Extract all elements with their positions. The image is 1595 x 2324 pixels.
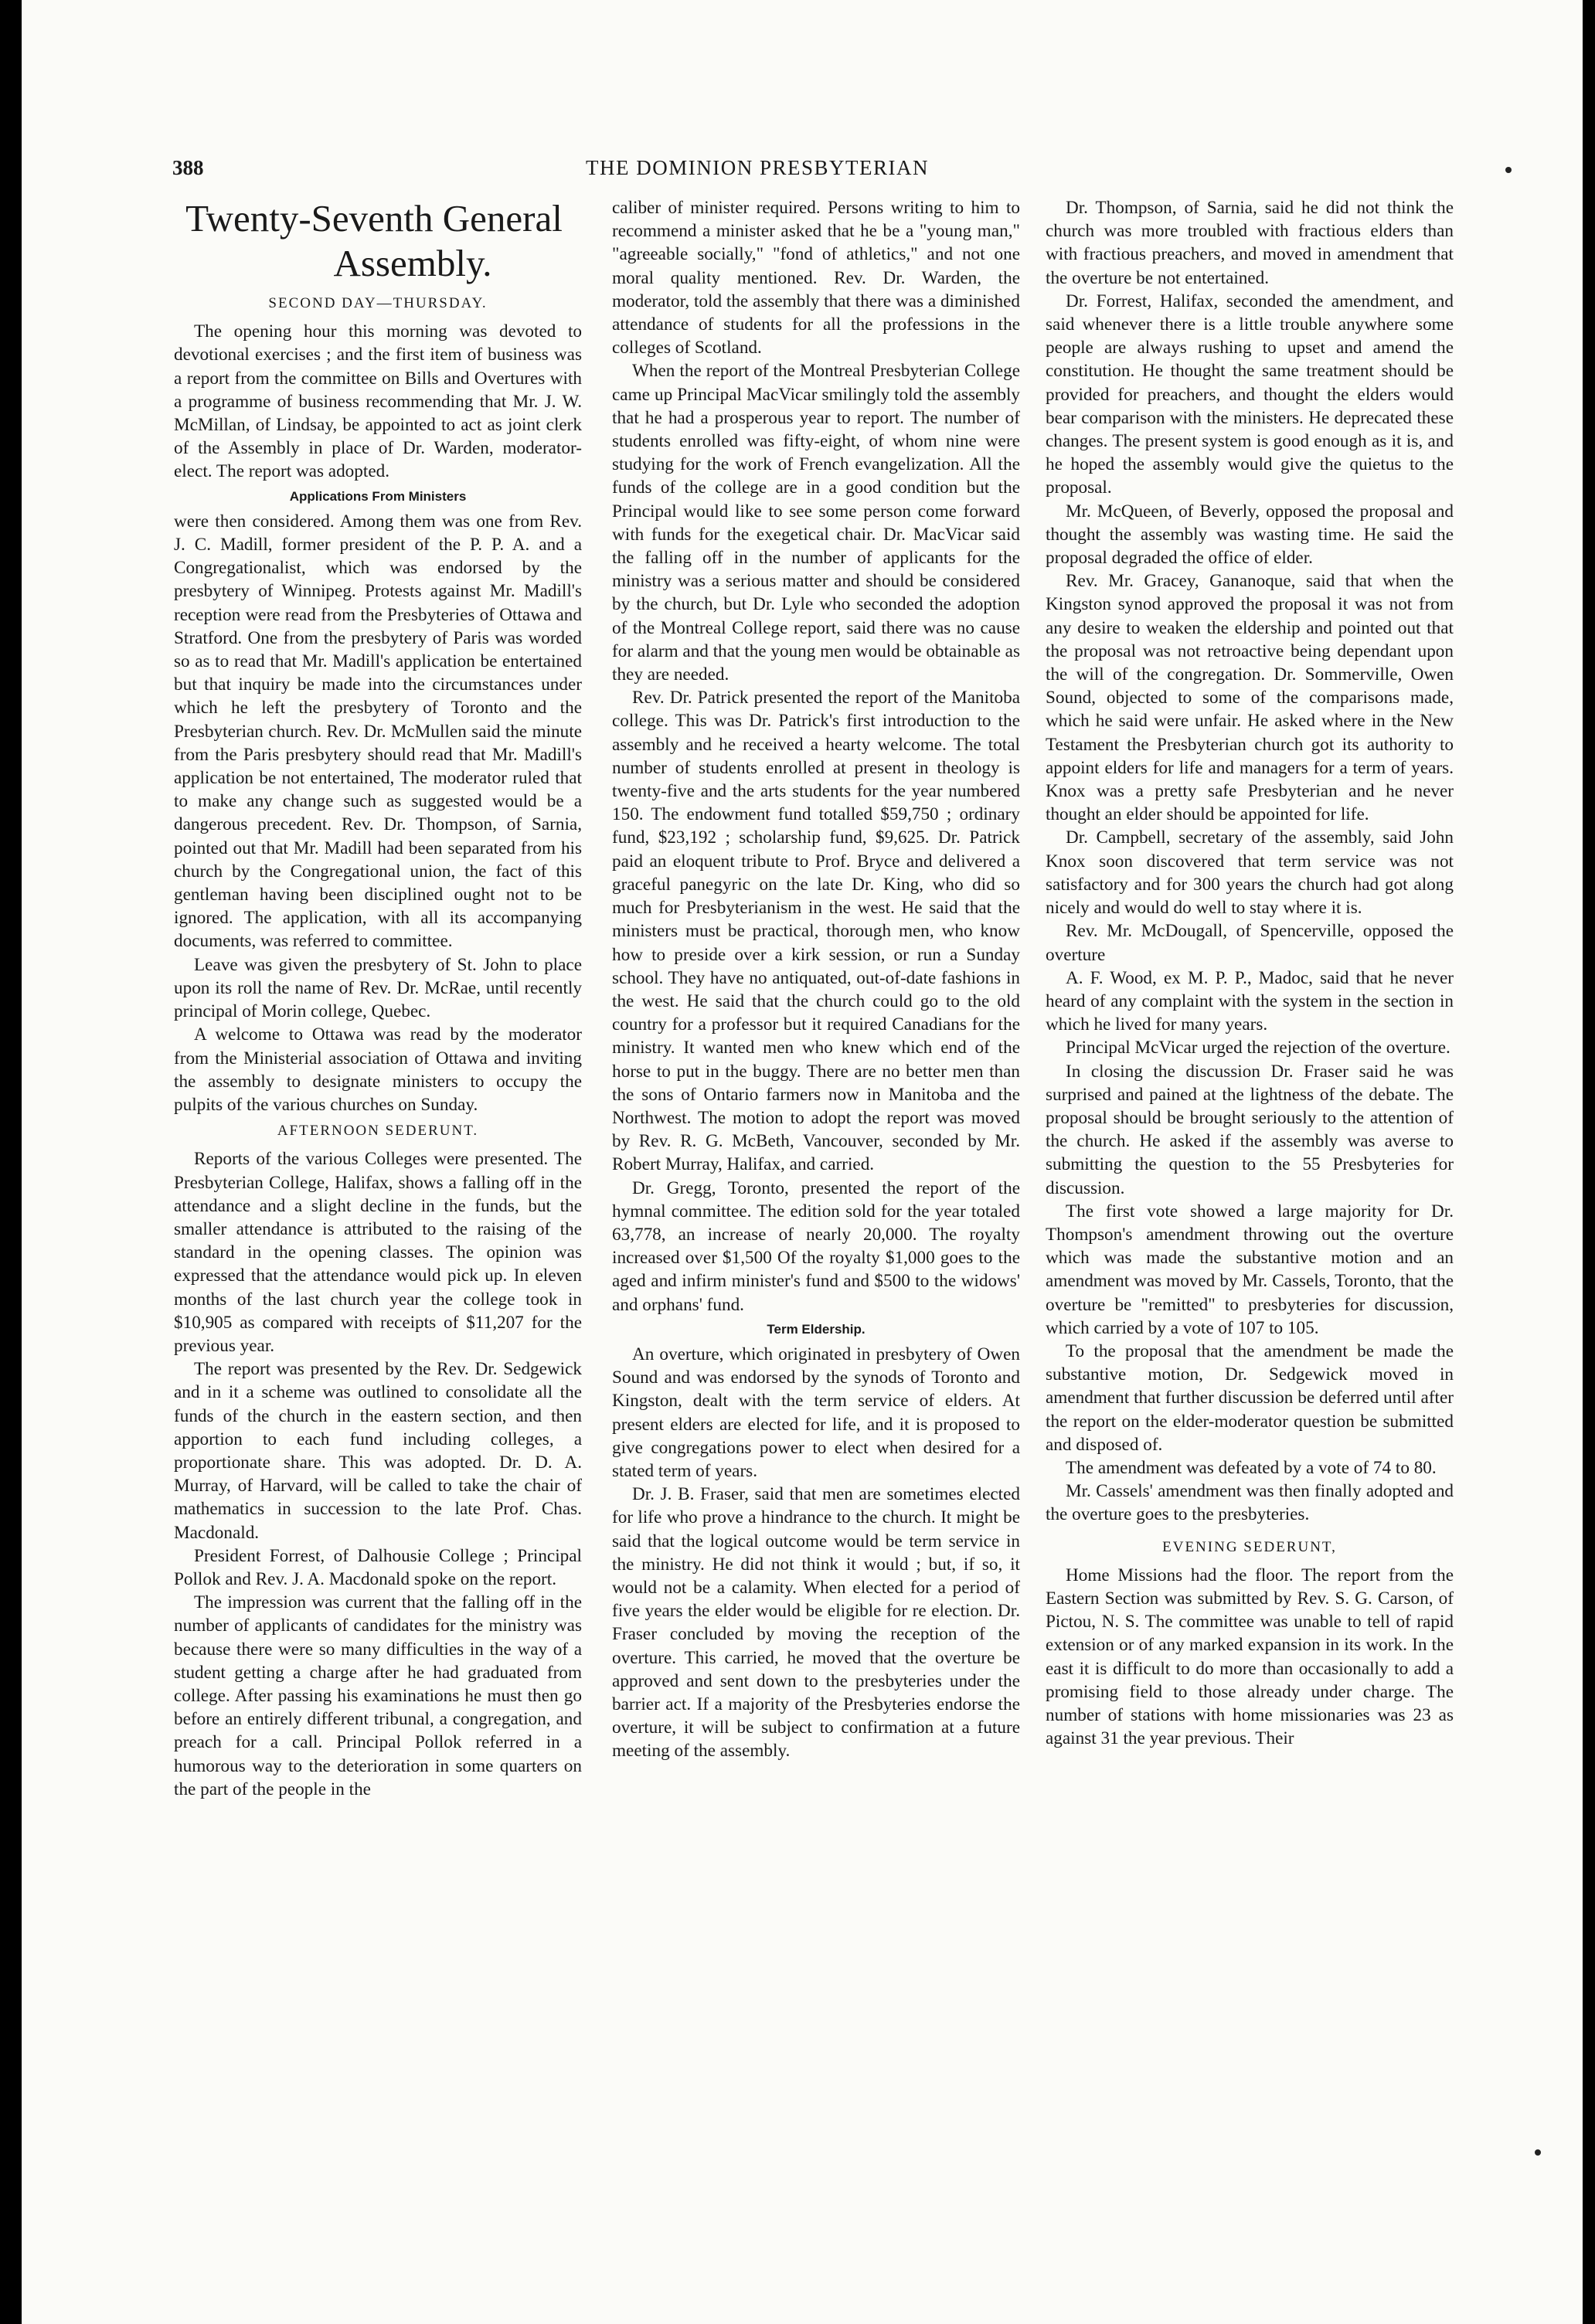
paragraph-fraser: Dr. J. B. Fraser, said that men are sometimes elected for life who prove a hindrance to the church. It might be said that the logical outcome would be term service in the ministry. He did not think it would ; but, if so, it would not be a calamity. When elected for a period of five years the elder would be eligible for re election. Dr. Fraser concluded by moving the reception of the overture. This carried, he moved that the overture be approved and sent down to the presbyteries under the barrier act. If a majority of the Presbyteries endorse the overture, it will be subject to confirmation at a future meeting of the assembly. xyxy=(612,1484,1020,1762)
column-3 xyxy=(1046,196,1454,1750)
running-head: THE DOMINION PRESBYTERIAN xyxy=(586,156,929,179)
margin-dot-mark xyxy=(1505,167,1512,173)
paragraph-home-missions: Home Missions had the floor. The report from the Eastern Section was submitted by Rev. S. G. Carson, of Pictou, N. S. The committee was unable to tell of rapid extension or of any marked expansion in its work. In the east it is difficult to do more than occasionally to add a promising field to those already under charge. The number of stations with home missionaries was 23 as against 31 the year previous. Their xyxy=(1046,1565,1454,1749)
paragraph-patrick: Rev. Dr. Patrick presented the report of the Manitoba college. This was Dr. Patrick's first introduction to the assembly and he received a hearty welcome. The total number of students enrolled at present in theology is twenty-five and the arts students for the year numbered 150. The endowment fund totalled $59,750 ; ordinary fund, $23,192 ; scholarship fund, $9,625. Dr. Patrick paid an eloquent tribute to Prof. Bryce and delivered a graceful panegyric on the late Dr. King, who did so much for Presbyterianism in the west. He said that the ministers must be practical, thorough men, who know how to preside over a kirk session, or run a Sunday school. They have no antiquated, out-of-date fashions in the west. He said that the church could go to the old country for a professor but it required Canadians for the ministry. It wanted men who knew which end of the horse to put in the buggy. There are no better men than the sons of Ontario farmers now in Manitoba and the Northwest. The motion to adopt the report was moved by Rev. R. G. McBeth, Vancouver, seconded by Mr. Robert Murray, Halifax, and carried. xyxy=(612,688,1020,1175)
section-heading-evening: EVENING SEDERUNT, xyxy=(1162,1538,1337,1555)
section-heading-second-day: SECOND DAY—THURSDAY. xyxy=(268,295,488,311)
paragraph-defeated: The amendment was defeated by a vote of 74 to 80. xyxy=(1066,1457,1437,1478)
paragraph-opening: The opening hour this morning was devoted to devotional exercises ; and the first item of business was a report from the committee on Bills and Overtures with a programme of business recommending that Mr. J. W. McMillan, of Lindsay, be appointed to act as joint clerk of the Assembly in place of Dr. Warden, moderator-elect. The report was adopted. xyxy=(174,321,582,482)
paragraph-overture: An overture, which originated in presbytery of Owen Sound and was endorsed by the synods of Toronto and Kingston, dealt with the term service of elders. At present elders are elected for life, and it is proposed to give congregations power to elect when desired for a stated term of years. xyxy=(612,1344,1020,1481)
paragraph-president: President Forrest, of Dalhousie College ; Principal Pollok and Rev. J. A. Macdonald spoke on the report. xyxy=(174,1545,582,1589)
paragraph-impression: The impression was current that the falling off in the number of applicants of candidates for the ministry was because there were so many difficulties in the way of a student getting a charge after he had graduated from college. After passing his examinations he must then go before an entirely different tribunal, a congregation, and preach for a call. Principal Pollok referred in a humorous way to the deterioration in some quarters on the part of the people in the xyxy=(174,1592,582,1799)
paragraph-proposal: To the proposal that the amendment be made the substantive motion, Dr. Sedgewick moved in amendment that further discussion be deferred until after the report on the elder-moderator question be submitted and disposed of. xyxy=(1046,1340,1454,1455)
column-2 xyxy=(612,196,1020,1763)
paragraph-presented: The report was presented by the Rev. Dr. Sedgewick and in it a scheme was outlined to consolidate all the funds of the church in the eastern section, and then apportion to each fund including colleges, a proportionate share. This was adopted. Dr. D. A. Murray, of Harvard, will be called to take the chair of mathematics in succession to the late Prof. Chas. Macdonald. xyxy=(174,1359,582,1543)
section-heading-term-eldership: Term Eldership. xyxy=(767,1321,866,1337)
paragraph-welcome: A welcome to Ottawa was read by the moderator from the Ministerial association of Ottawa and inviting the assembly to designate ministers to occupy the pulpits of the various churches on Sunday. xyxy=(174,1024,582,1115)
paragraph-mcdougall: Rev. Mr. McDougall, of Spencerville, opposed the overture xyxy=(1046,921,1454,965)
paragraph-gregg: Dr. Gregg, Toronto, presented the report of the hymnal committee. The edition sold for the year totaled 63,778, an increase of nearly 20,000. The royalty increased over $1,500 Of the royalty $1,000 goes to the aged and infirm minister's fund and $500 to the widows' and orphans' fund. xyxy=(612,1177,1020,1315)
paragraph-mcvicar: Principal McVicar urged the rejection of the overture. xyxy=(1066,1038,1450,1058)
paragraph-forrest: Dr. Forrest, Halifax, seconded the amendment, and said whenever there is a little trouble anywhere some people are always rushing to upset and amend the constitution. He thought the same treatment should be provided for preachers, and thought the elders would bear comparison with the ministers. He deprecated these changes. The present system is good enough as it is, and he hoped the assembly would give the quietus to the proposal. xyxy=(1046,290,1454,498)
article-title-line-2: Assembly. xyxy=(333,242,492,284)
section-heading-applications: Applications From Ministers xyxy=(289,488,467,504)
margin-dot-mark xyxy=(1535,2149,1541,2156)
article-title xyxy=(174,196,582,286)
page-number: 388 xyxy=(172,156,204,179)
paragraph-montreal: When the report of the Montreal Presbyterian College came up Principal MacVicar smilingly told the assembly that he had a prosperous year to report. The number of students enrolled was fifty-eight, of whom nine were studying for the work of French evangelization. All the funds of the college are in a good condition but the Principal would like to see some person come forward with funds for the exegetical chair. Dr. MacVicar said the falling off in the number of applicants for the ministry was a serious matter and should be considered by the church, but Dr. Lyle who seconded the adoption of the Montreal College report, said there was no cause for alarm and that the young men would be obtainable as they are needed. xyxy=(612,361,1021,685)
paragraph-campbell: Dr. Campbell, secretary of the assembly, said John Knox soon discovered that term service was not satisfactory and for 300 years the church had got along nicely and would do well to stay where it is. xyxy=(1046,827,1454,919)
section-heading-afternoon: AFTERNOON SEDERUNT. xyxy=(277,1123,479,1140)
paragraph-cassels: Mr. Cassels' amendment was then finally adopted and the overture goes to the presbyteries. xyxy=(1046,1481,1454,1525)
article-title-line-1: Twenty-Seventh General xyxy=(185,197,563,240)
paragraph-wood: A. F. Wood, ex M. P. P., Madoc, said that he never heard of any complaint with the system in the section in which he lived for many years. xyxy=(1046,967,1454,1035)
paragraph-applications: were then considered. Among them was one from Rev. J. C. Madill, former president of the P. P. A. and a Congregationalist, which was endorsed by the presbytery of Winnipeg. Protests against Mr. Madill's reception were read from the Presbyteries of Ottawa and Stratford. One from the presbytery of Paris was worded so as to read that Mr. Madill's application be entertained but that inquiry be made into the circumstances under which he left the presbytery of Toronto and the Presbyterian church. Rev. Dr. McMullen said the minute from the Paris presbytery should read that Mr. Madill's application be not entertained, The moderator ruled that to make any change such as suggested would be a dangerous precedent. Rev. Dr. Thompson, of Sarnia, pointed out that Mr. Madill had been separated from his church by the Congregational union, the fact of this gentleman having been disciplined ought not to be ignored. The application, with all its accompanying documents, was referred to committee. xyxy=(174,511,582,952)
paragraph-first-vote: The first vote showed a large majority for Dr. Thompson's amendment throwing out the overture which was made the substantive motion and an amendment was moved by Mr. Cassels, Toronto, that the overture be "remitted" to presbyteries for discussion, which carried by a vote of 107 to 105. xyxy=(1046,1201,1454,1338)
paragraph-mcqueen: Mr. McQueen, of Beverly, opposed the proposal and thought the assembly was wasting time. He said the proposal degraded the office of elder. xyxy=(1046,501,1454,569)
page-header xyxy=(22,156,1583,190)
paragraph-thompson: Dr. Thompson, of Sarnia, said he did not think the church was more troubled with fractious elders than with fractious preachers, and moved in amendment that the overture be not entertained. xyxy=(1046,198,1454,288)
paragraph-gracey: Rev. Mr. Gracey, Gananoque, said that when the Kingston synod approved the proposal it was not from any desire to weaken the eldership and pointed out that the proposal was not retroactive being dependant upon the will of the congregation. Dr. Sommerville, Owen Sound, objected to some of the comparisons made, which he said were unfair. He asked where in the New Testament the Presbyterian church got its authority to appoint elders for life and managers for a term of years. Knox was a pretty safe Presbyterian and he never thought an elder should be appointed for life. xyxy=(1046,571,1454,825)
column-1 xyxy=(174,196,582,1801)
page xyxy=(22,0,1583,2324)
paragraph-closing: In closing the discussion Dr. Fraser said he was surprised and pained at the lightness of the debate. The proposal should be brought seriously to the attention of the church. He asked if the assembly was averse to submitting the question to the 55 Presbyteries for discussion. xyxy=(1046,1061,1454,1198)
paragraph-reports: Reports of the various Colleges were presented. The Presbyterian College, Halifax, shows a falling off in the attendance and a slight decline in the funds, but the smaller attendance is attributed to the raising of the standard in the opening classes. The opinion was expressed that the attendance would pick up. In eleven months of the last church year the college took in $10,905 as compared with receipts of $11,207 for the previous year. xyxy=(174,1149,582,1356)
paragraph-leave: Leave was given the presbytery of St. John to place upon its roll the name of Rev. Dr. McRae, until recently principal of Morin college, Quebec. xyxy=(174,954,582,1022)
paragraph-caliber: caliber of minister required. Persons writing to him to recommend a minister asked that he be a "young man," "agreeable socially," "fond of athletics," and not one moral quality mentioned. Rev. Dr. Warden, the moderator, told the assembly that there was a diminished attendance of students for all the professions in the colleges of Scotland. xyxy=(612,198,1020,358)
